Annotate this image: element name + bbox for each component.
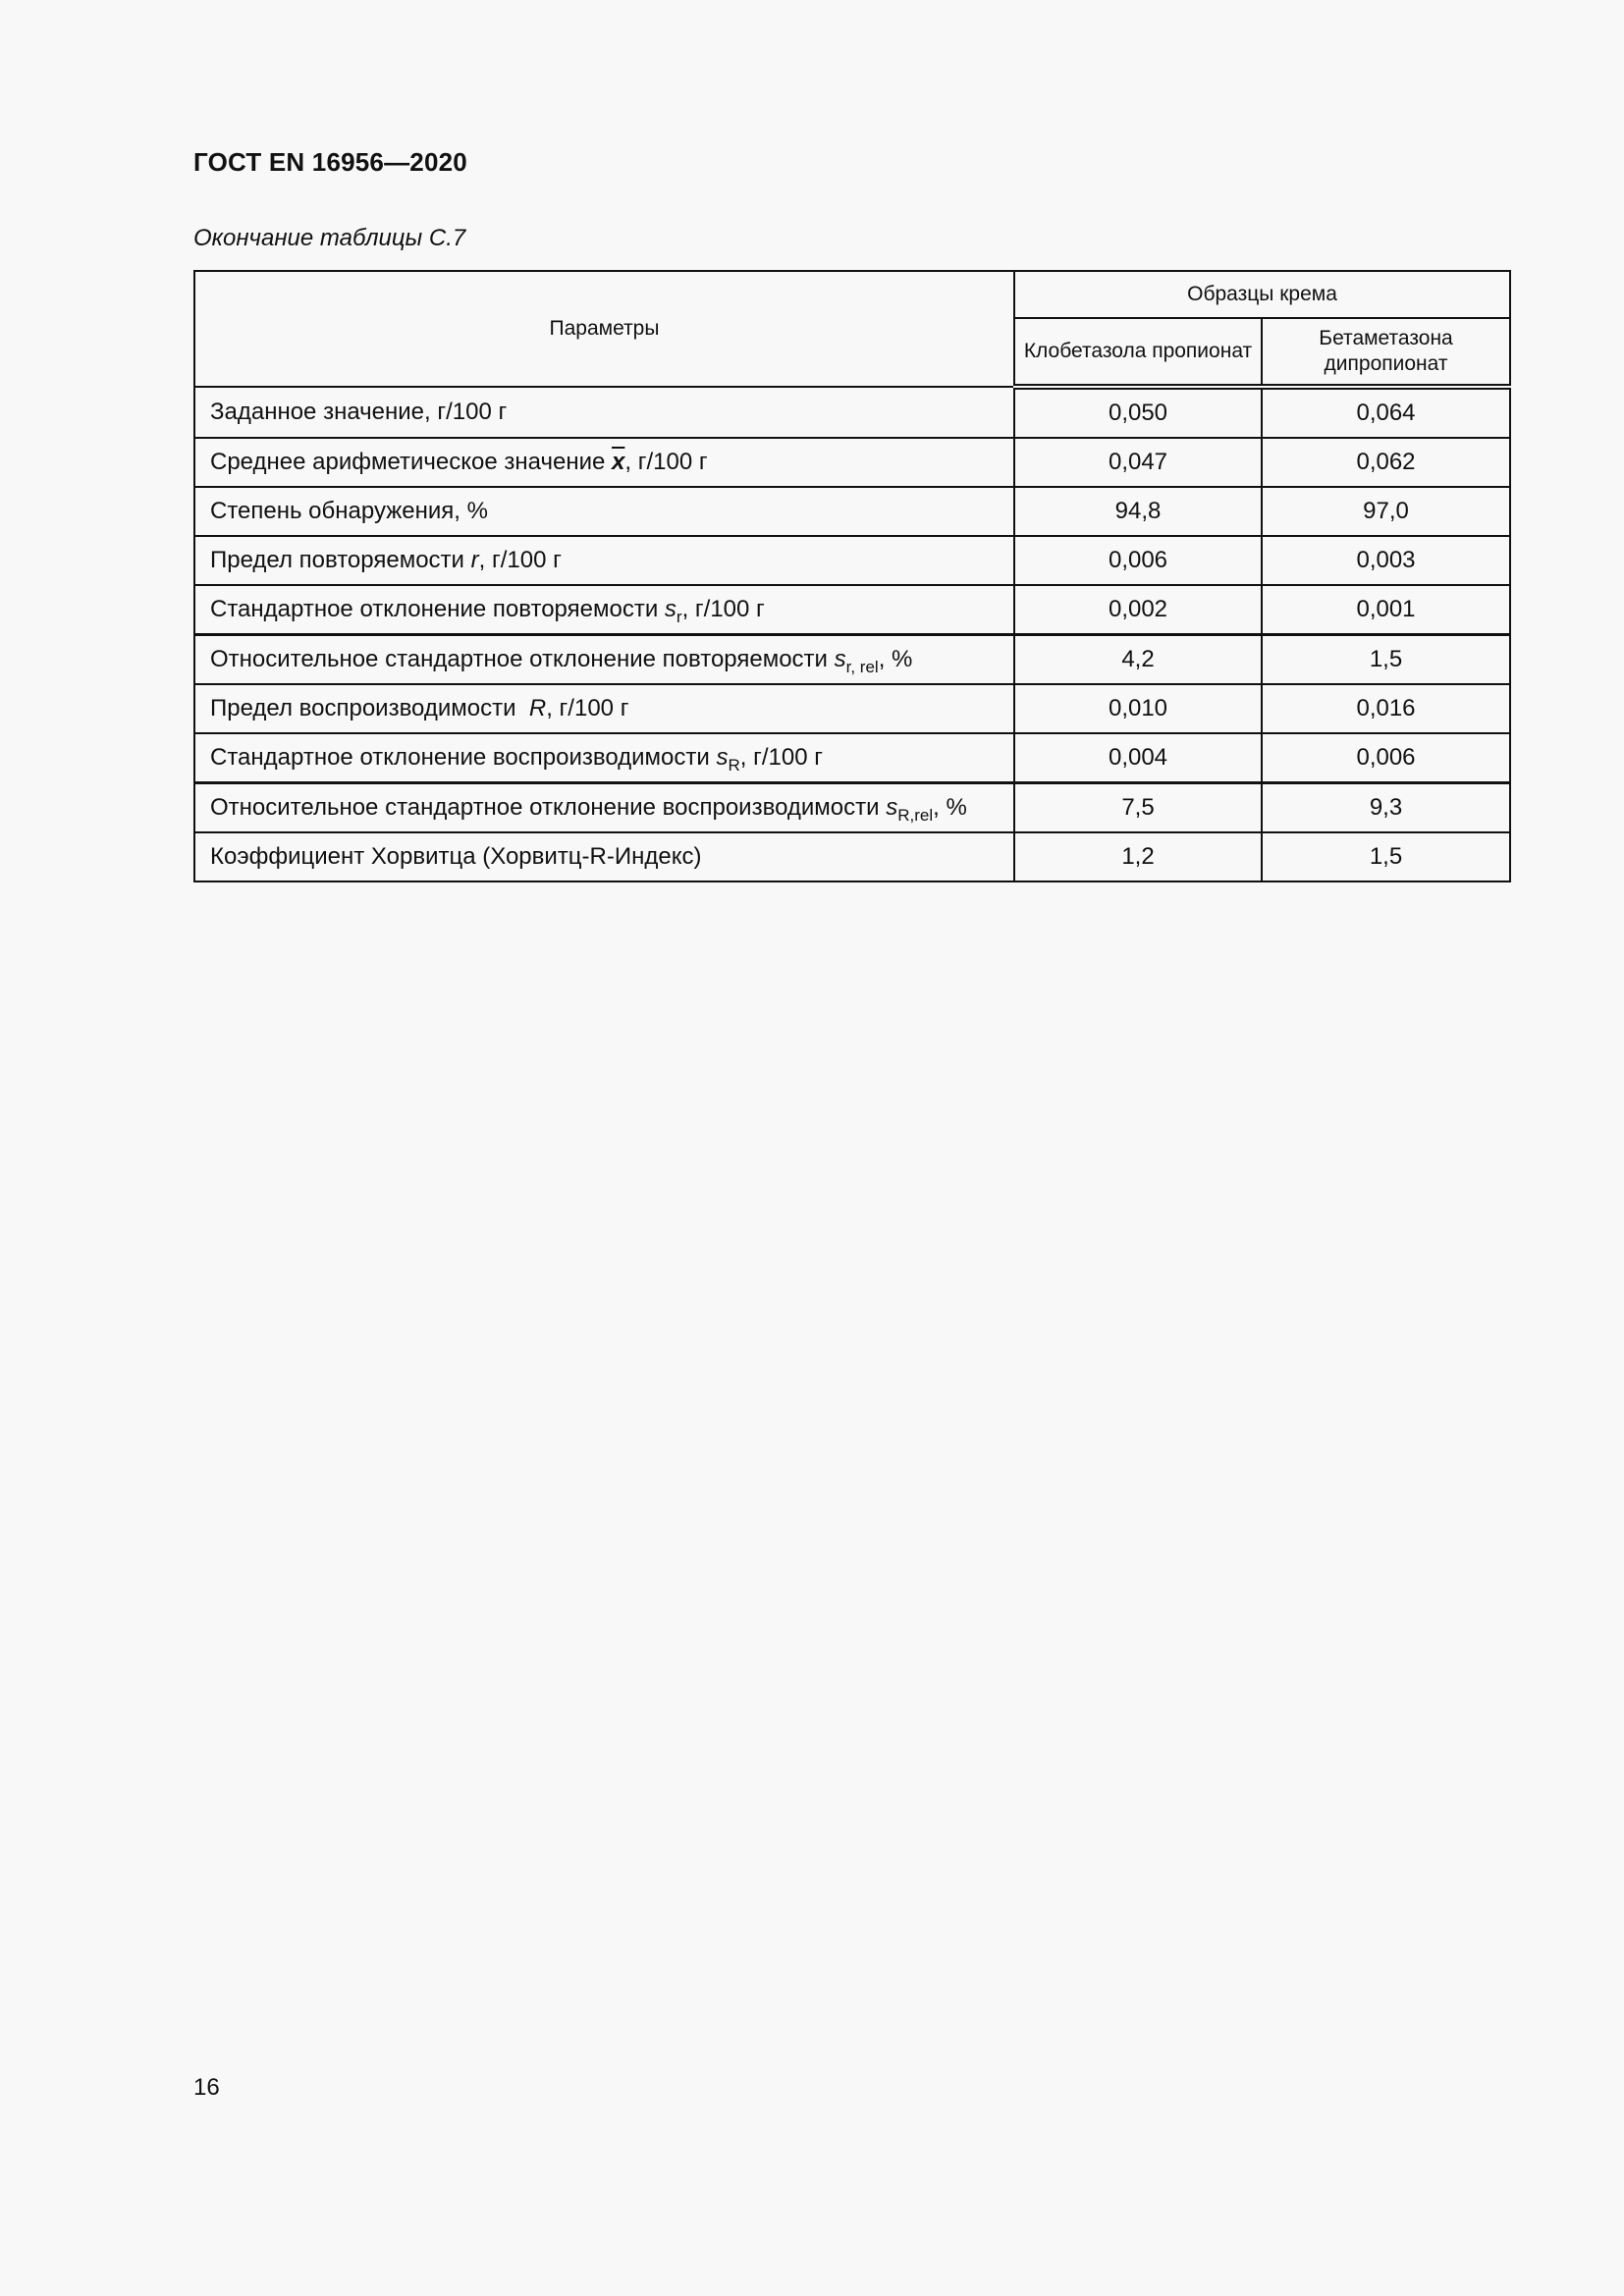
param-cell <box>194 536 1014 585</box>
param-symbol: R <box>528 695 547 721</box>
param-cell <box>194 438 1014 487</box>
value-cell: 97,0 <box>1262 487 1510 536</box>
param-text: Среднее арифметическое значение <box>210 449 613 475</box>
value-cell: 0,003 <box>1262 536 1510 585</box>
value-cell: 9,3 <box>1262 783 1510 833</box>
param-cell <box>194 635 1014 685</box>
param-cell: Заданное значение, г/100 г <box>194 387 1014 438</box>
page-number: 16 <box>193 2074 220 2101</box>
value-cell: 7,5 <box>1014 783 1262 833</box>
value-cell: 0,050 <box>1014 387 1262 438</box>
param-unit: , г/100 г <box>681 596 765 622</box>
param-cell: Коэффициент Хорвитца (Хорвитц-R-Индекс) <box>194 832 1014 881</box>
table-row <box>194 536 1510 585</box>
document-header: ГОСТ EN 16956—2020 <box>193 147 467 177</box>
table-row <box>194 387 1510 438</box>
value-cell: 0,016 <box>1262 684 1510 733</box>
param-subscript: R,rel <box>897 806 934 825</box>
param-text: Стандартное отклонение повторяемости <box>210 596 665 622</box>
param-symbol: s <box>834 646 846 672</box>
param-unit: , г/100 г <box>624 449 708 475</box>
param-text: Относительное стандартное отклонение воспроизводимости <box>210 794 887 821</box>
value-cell: 0,001 <box>1262 585 1510 635</box>
param-text: Предел повторяемости <box>210 547 471 573</box>
table-row <box>194 635 1510 685</box>
param-subscript: r <box>676 608 682 626</box>
param-symbol: s <box>664 596 677 622</box>
samples-group-header: Образцы крема <box>1014 271 1510 318</box>
value-cell: 1,5 <box>1262 832 1510 881</box>
table-row <box>194 438 1510 487</box>
value-cell: 0,004 <box>1014 733 1262 783</box>
value-cell: 1,5 <box>1262 635 1510 685</box>
param-cell <box>194 733 1014 783</box>
results-table <box>193 270 1511 882</box>
param-cell <box>194 684 1014 733</box>
param-symbol: s <box>716 744 729 771</box>
param-subscript: r, rel <box>845 658 879 676</box>
table-row <box>194 783 1510 833</box>
param-cell <box>194 783 1014 833</box>
table-row <box>194 832 1510 881</box>
value-cell: 0,062 <box>1262 438 1510 487</box>
table-row <box>194 684 1510 733</box>
param-text: Стандартное отклонение воспроизводимости <box>210 744 717 771</box>
table-row <box>194 733 1510 783</box>
value-cell: 0,002 <box>1014 585 1262 635</box>
column-header-clobetasol: Клобетазола пропионат <box>1014 318 1262 387</box>
value-cell: 94,8 <box>1014 487 1262 536</box>
table-row <box>194 487 1510 536</box>
table-row <box>194 585 1510 635</box>
table-caption: Окончание таблицы С.7 <box>193 225 466 251</box>
param-symbol: s <box>886 794 898 821</box>
param-unit: , г/100 г <box>546 695 629 721</box>
column-header-betamethasone: Бетаметазона дипропионат <box>1262 318 1510 387</box>
value-cell: 1,2 <box>1014 832 1262 881</box>
param-unit: , % <box>878 646 913 672</box>
param-unit: , г/100 г <box>478 547 562 573</box>
value-cell: 0,064 <box>1262 387 1510 438</box>
param-subscript: R <box>728 756 740 774</box>
param-text: Предел воспроизводимости <box>210 695 529 721</box>
value-cell: 0,006 <box>1262 733 1510 783</box>
param-unit: , % <box>933 794 967 821</box>
param-cell: Степень обнаружения, % <box>194 487 1014 536</box>
value-cell: 4,2 <box>1014 635 1262 685</box>
param-cell <box>194 585 1014 635</box>
param-symbol: r <box>470 547 479 573</box>
value-cell: 0,006 <box>1014 536 1262 585</box>
mean-symbol: $\overline{x}$ <box>612 449 625 475</box>
value-cell: 0,047 <box>1014 438 1262 487</box>
param-text: Относительное стандартное отклонение повторяемости <box>210 646 835 672</box>
params-column-header: Параметры <box>194 271 1014 387</box>
value-cell: 0,010 <box>1014 684 1262 733</box>
param-unit: , г/100 г <box>739 744 823 771</box>
